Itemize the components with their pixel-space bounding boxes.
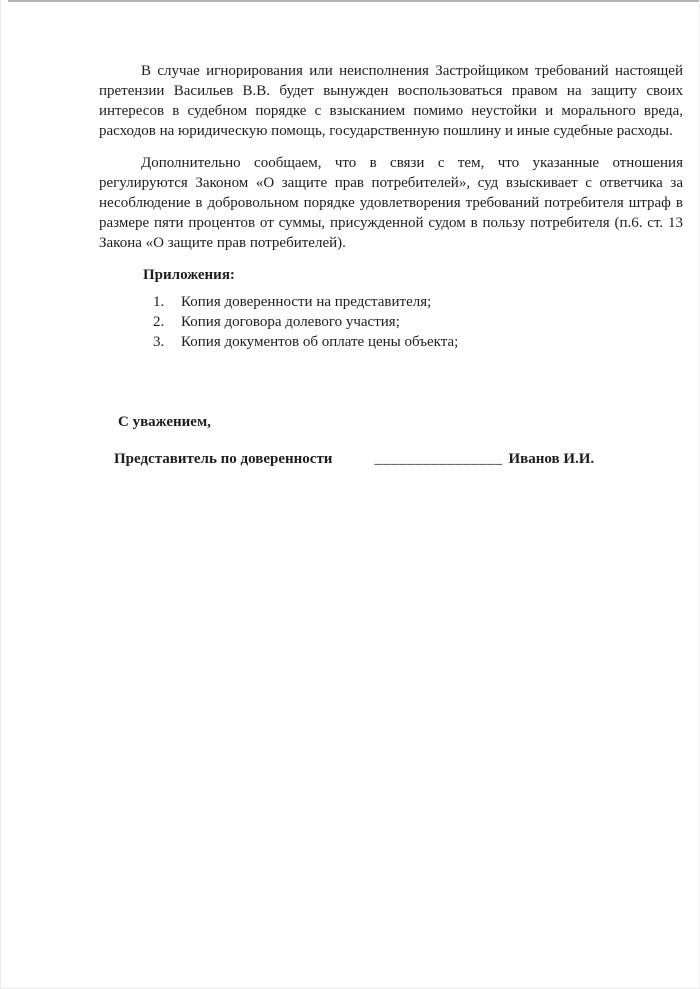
attachment-item-number: 3.	[153, 334, 165, 350]
attachment-item-text: Копия договора долевого участия;	[181, 314, 400, 330]
attachment-item	[153, 312, 683, 332]
attachment-item	[153, 332, 683, 352]
attachment-item-text: Копия доверенности на представителя;	[181, 294, 432, 310]
attachment-item-number: 1.	[153, 294, 165, 310]
scan-edge-artifact	[8, 0, 699, 2]
attachments-list	[99, 292, 683, 352]
attachment-item	[153, 292, 683, 312]
attachment-item-text: Копия документов об оплате цены объекта;	[181, 334, 459, 350]
signature-role: Представитель по доверенности	[114, 451, 333, 467]
paragraph-consumer-law-fine: Дополнительно сообщаем, что в связи с тем, что указанные отношения регулируются Законом «О защите прав потребителей», суд взыскивает с ответчика за несоблюдение в добровольном порядке удовлетворения требований потребителя штраф в размере пяти процентов от суммы, присужденной судом в пользу потребителя (п.6. ст. 13 Закона «О защите прав потребителей).	[99, 155, 683, 251]
signature-row	[114, 449, 683, 469]
signature-name: Иванов И.И.	[508, 451, 595, 467]
attachments-heading: Приложения:	[143, 267, 235, 283]
signature-blank-line: ________________	[374, 451, 503, 467]
paragraph-court-warning: В случае игнорирования или неисполнения Застройщиком требований настоящей претензии Васильев В.В. будет вынужден воспользоваться правом на защиту своих интересов в судебном порядке с взысканием помимо неустойки и морального вреда, расходов на юридическую помощь, государственную пошлину и иные судебные расходы.	[99, 63, 683, 139]
signature-salutation: С уважением,	[118, 414, 211, 430]
attachment-item-number: 2.	[153, 314, 165, 330]
